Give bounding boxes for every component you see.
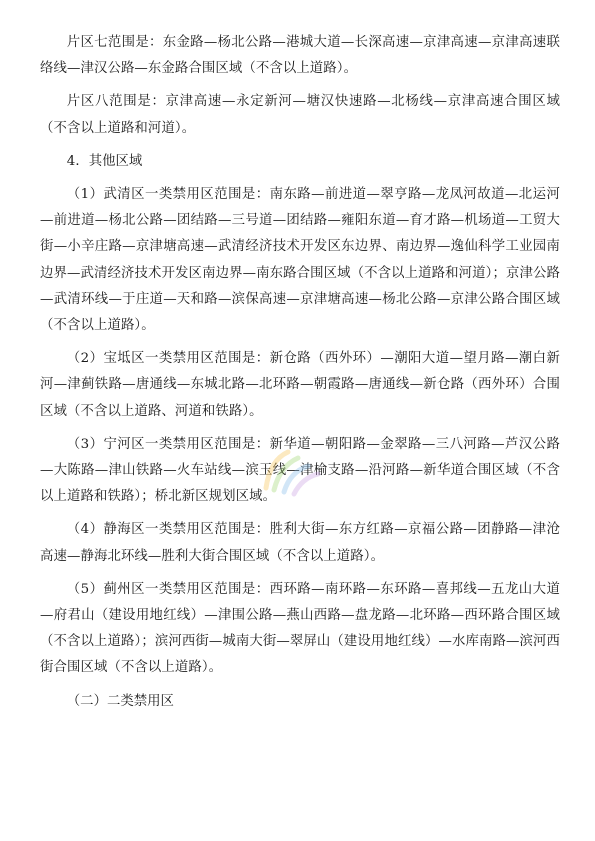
ninghe-paragraph: （3）宁河区一类禁用区范围是：新华道—朝阳路—金翠路—三八河路—芦汉公路—大陈路—津山铁路—火车站线—滨玉线—津榆支路—沿河路—新华道合围区域（不含以上道路和铁路）；桥北新区规划区域。 [40,436,560,505]
zone-8-paragraph: 片区八范围是：京津高速—永定新河—塘汉快速路—北杨线—京津高速合围区域（不含以上道路和河道）。 [40,94,560,136]
zone-7-paragraph: 片区七范围是：东金路—杨北公路—港城大道—长深高速—京津高速—京津高速联络线—津汉公路—东金路合围区域（不含以上道路）。 [40,35,560,77]
jizhou-paragraph: （5）蓟州区一类禁用区范围是：西环路—南环路—东环路—喜邦线—五龙山大道—府君山（建设用地红线）—津围公路—燕山西路—盘龙路—北环路—西环路合围区域（不含以上道路）；滨河西街—城南大街—翠屏山（建设用地红线）—水库南路—滨河西街合围区域（不含以上道路）。 [40,581,560,676]
class-two-heading: （二）二类禁用区 [66,693,174,709]
other-areas-heading: 4．其他区域 [66,153,143,169]
jinghai-paragraph: （4）静海区一类禁用区范围是：胜利大街—东方红路—京福公路—团静路—津沧高速—静海北环线—胜利大街合围区域（不含以上道路）。 [40,522,560,564]
baodi-paragraph: （2）宝坻区一类禁用区范围是：新仓路（西外环）—潮阳大道—望月路—潮白新河—津蓟铁路—唐通线—东城北路—北环路—朝霞路—唐通线—新仓路（西外环）合围区域（不含以上道路、河道和铁路）。 [40,351,560,419]
document-page [40,30,560,722]
wuqing-paragraph: （1）武清区一类禁用区范围是：南东路—前进道—翠亨路—龙凤河故道—北运河—前进道—杨北公路—团结路—三号道—团结路—雍阳东道—育才路—机场道—工贸大街—小辛庄路—京津塘高速—武清经济技术开发区东边界、南边界—逸仙科学工业园南边界—武清经济技术开发区南边界—南东路合围区域（不含以上道路和河道）；京津公路—武清环线—于庄道—天和路—滨保高速—京津塘高速—杨北公路—京津公路合围区域（不含以上道路）。 [40,187,560,334]
